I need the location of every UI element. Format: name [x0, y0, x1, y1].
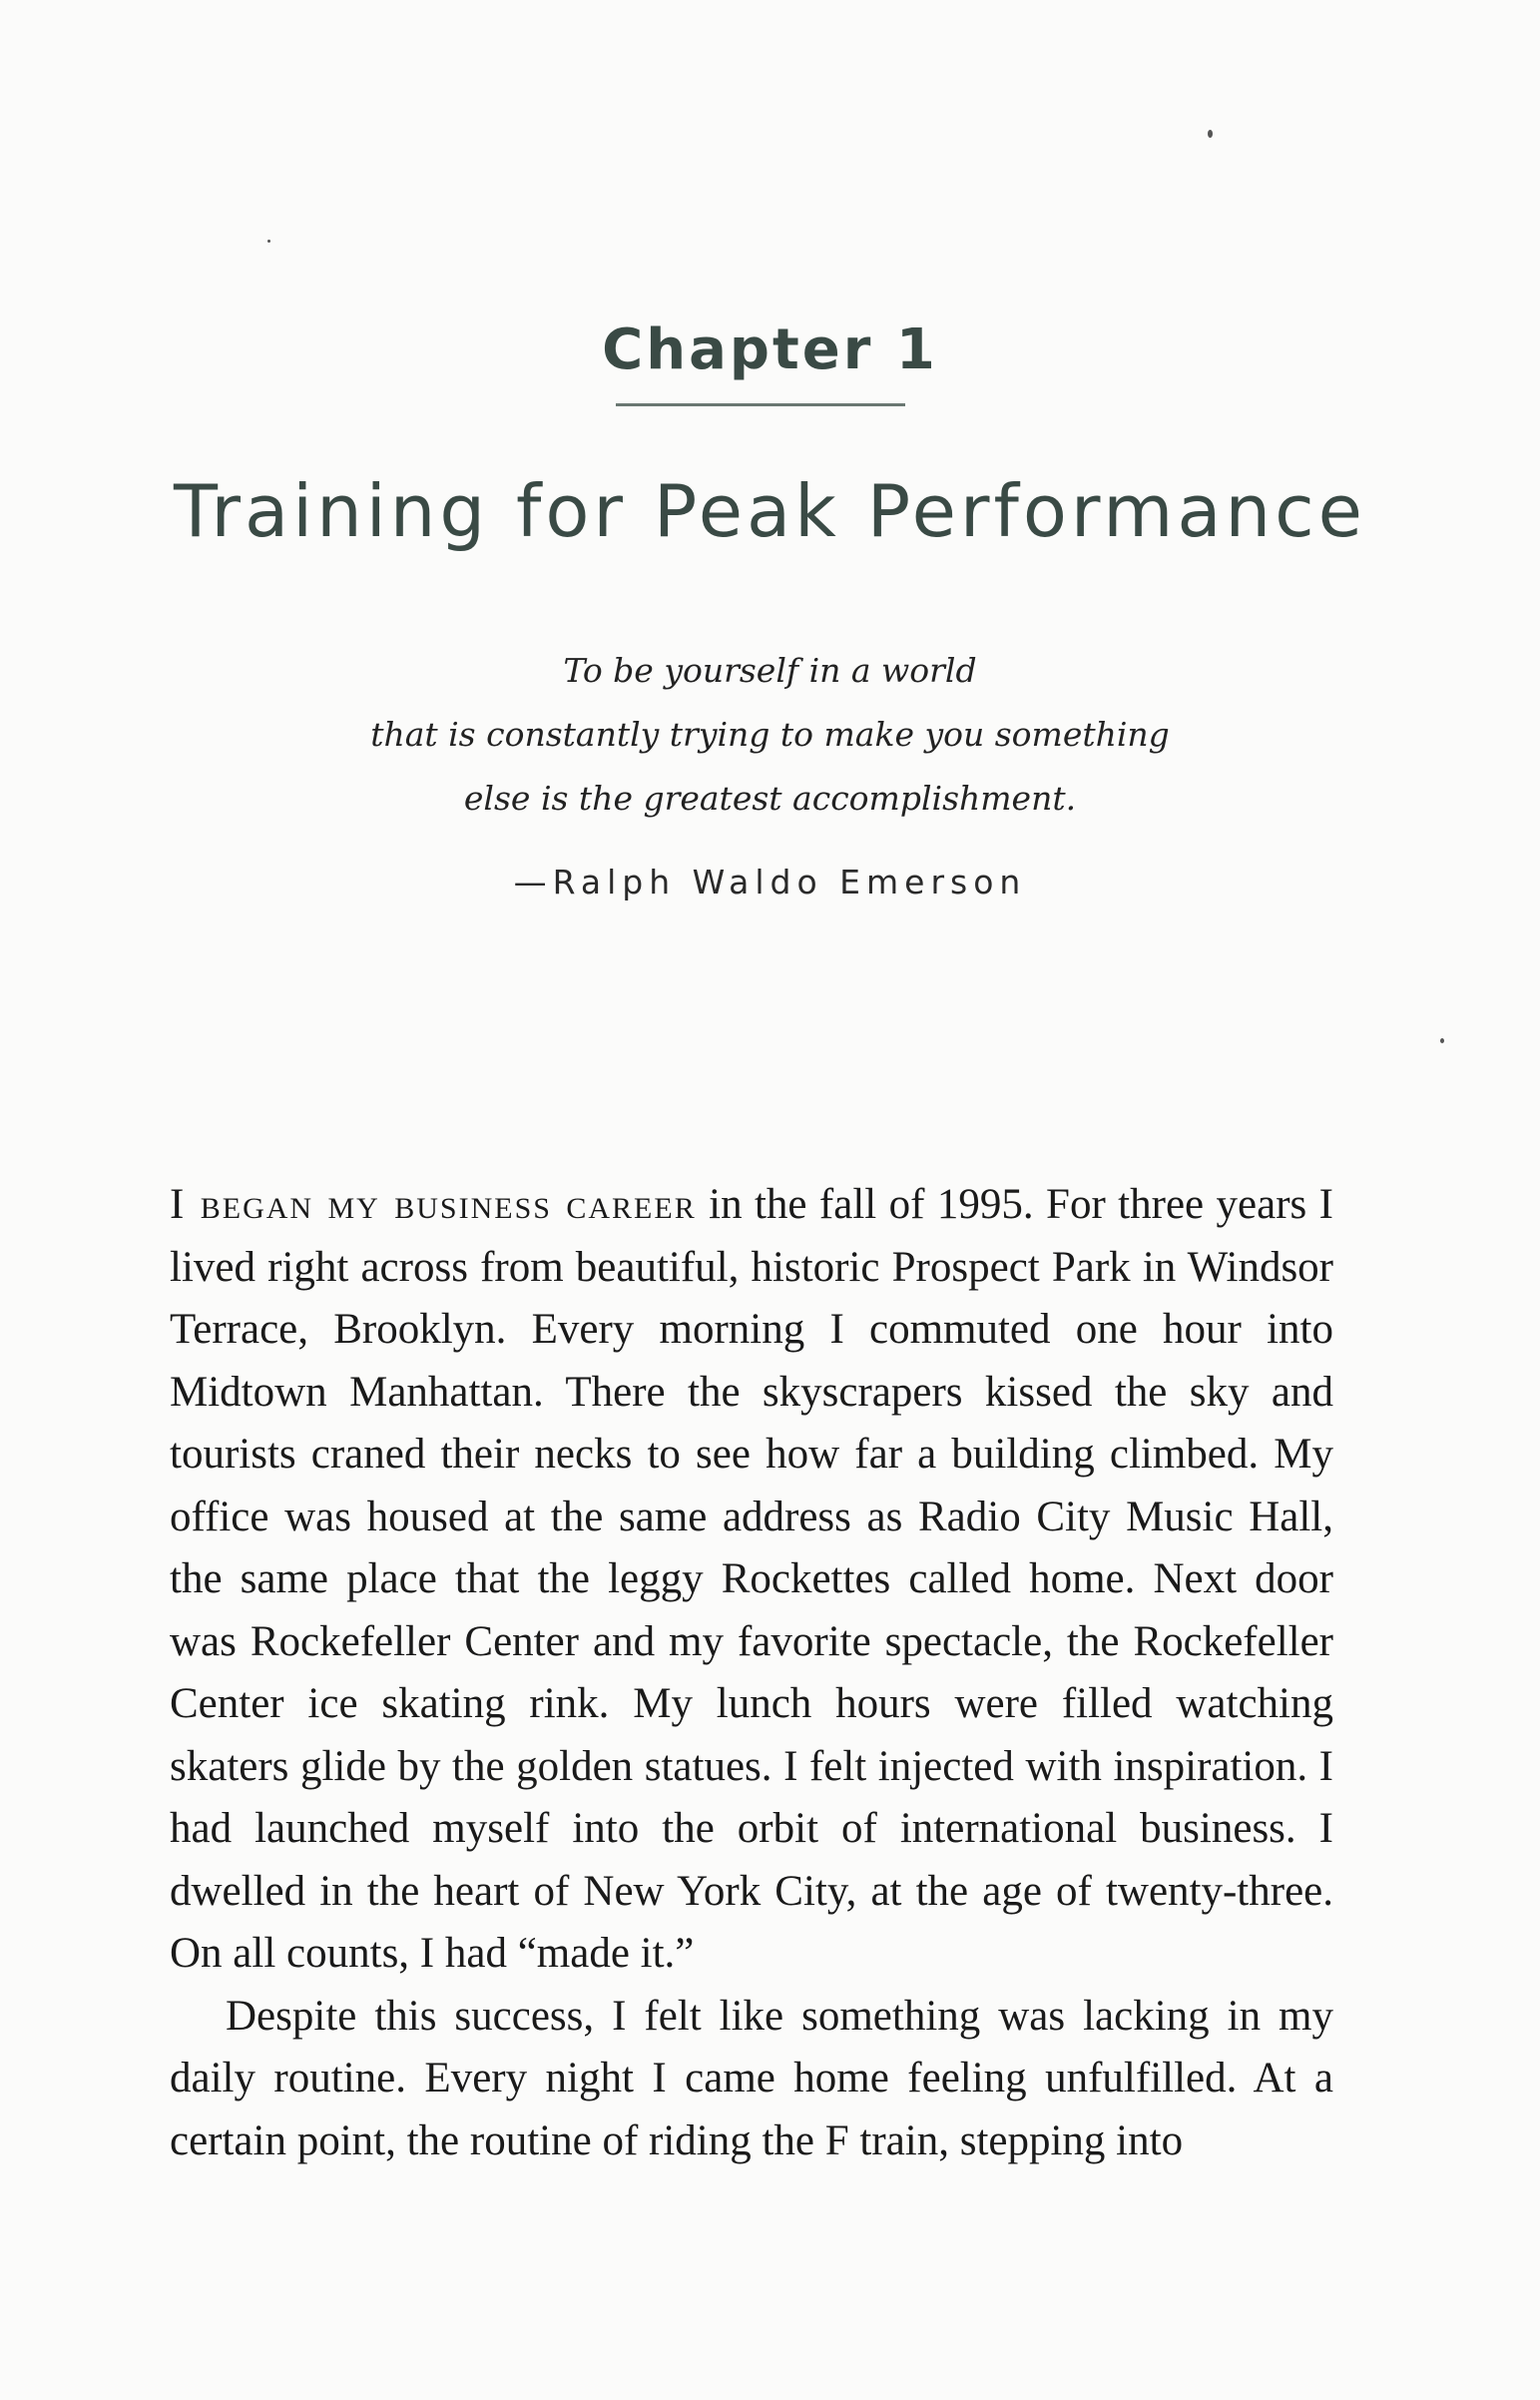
paragraph-2: Despite this success, I felt like something was lacking in my daily routine. Every night I came home feeling unfulfilled. At a certain point, the routine of riding the F train, stepping into: [170, 1992, 1333, 2164]
paragraph-1-text: in the fall of 1995. For three years I lived right across from beautiful, historic Prospect Park in Windsor Terrace, Brooklyn. Every morning I commuted one hour into Midtown Manhattan. There the skyscrapers kissed the sky and tourists craned their necks to see how far a building climbed. My office was housed at the same address as Radio City Music Hall, the same place that the leggy Rockettes called home. Next door was Rockefeller Center and my favorite spectacle, the Rockefeller Center ice skating rink. My lunch hours were filled watching skaters glide by the golden statues. I felt injected with inspiration. I had launched myself into the orbit of international business. I dwelled in the heart of New York City, at the age of twenty-three. On all counts, I had “made it.”: [170, 1181, 1333, 1977]
chapter-title: Training for Peak Performance: [174, 469, 1366, 553]
print-speck: [1208, 130, 1213, 138]
paragraph-lead-in: I began my business career: [170, 1181, 697, 1228]
epigraph-line: To be yourself in a world: [563, 651, 977, 690]
epigraph-line: that is constantly trying to make you something: [370, 715, 1170, 754]
body-text: [170, 1174, 1333, 2172]
epigraph: [0, 639, 1540, 831]
chapter-divider: [616, 403, 905, 406]
epigraph-line: else is the greatest accomplishment.: [463, 779, 1077, 818]
chapter-label: Chapter 1: [602, 317, 938, 382]
print-speck: [1440, 1038, 1444, 1043]
epigraph-attribution: —Ralph Waldo Emerson: [513, 863, 1027, 901]
print-speck: [267, 240, 270, 243]
paragraph-1: [170, 1174, 1333, 1986]
